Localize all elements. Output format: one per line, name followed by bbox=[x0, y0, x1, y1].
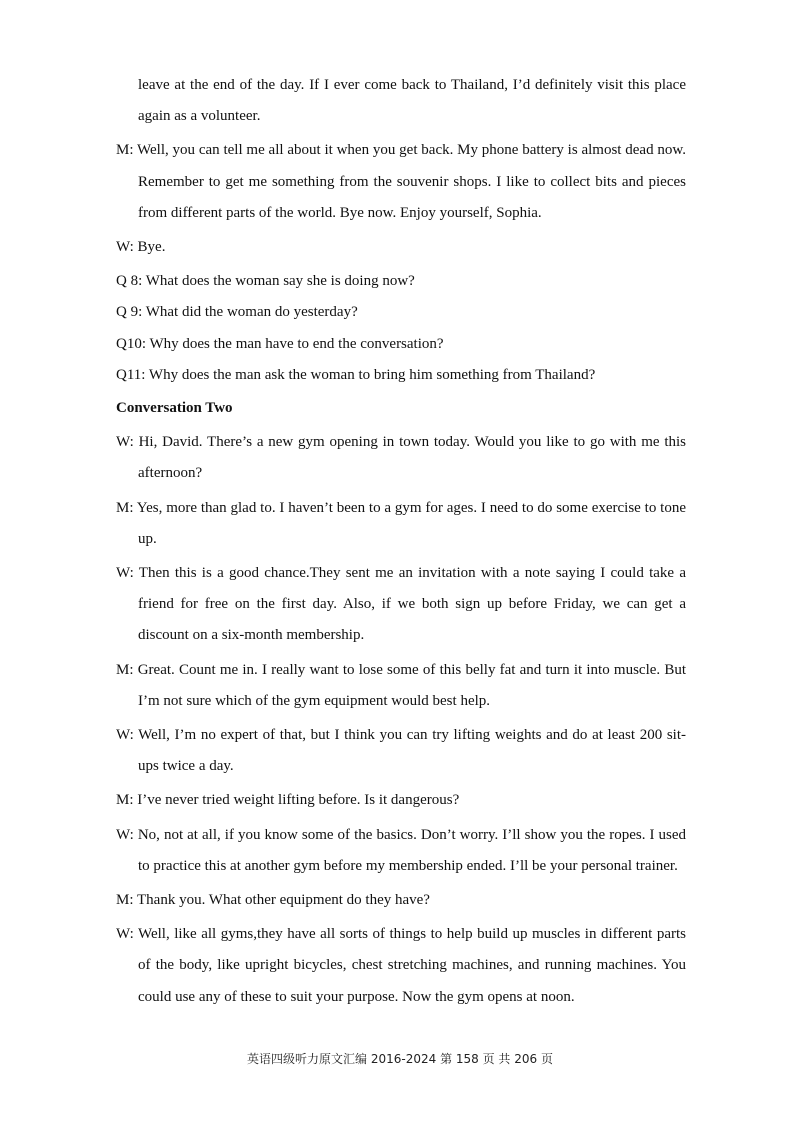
dialogue-text: Yes, more than glad to. I haven’t been to a gym for ages. I need to do some exercise to tone up. bbox=[136, 499, 686, 547]
transcript-body bbox=[116, 70, 686, 1016]
continuation-text: leave at the end of the day. If I ever come back to Thailand, I’d definitely visit this place again as a volunteer. bbox=[138, 77, 686, 125]
speaker-label: W: bbox=[116, 565, 134, 582]
dialogue-text: Well, I’m no expert of that, but I think you can try lifting weights and do at least 200 sit-ups twice a day. bbox=[138, 727, 687, 775]
speaker-label: M: bbox=[116, 792, 134, 809]
speaker-label: W: bbox=[116, 826, 134, 843]
question-line: Q10: Why does the man have to end the conversation? bbox=[116, 335, 444, 352]
dialogue-line bbox=[116, 885, 686, 916]
question-line: Q11: Why does the man ask the woman to bring him something from Thailand? bbox=[116, 366, 596, 383]
speaker-label: M: bbox=[116, 499, 134, 516]
dialogue-line bbox=[116, 493, 686, 555]
dialogue-line bbox=[116, 427, 686, 489]
dialogue-line bbox=[116, 558, 686, 652]
dialogue-line bbox=[116, 919, 686, 1013]
speaker-label: M: bbox=[116, 892, 134, 909]
dialogue-line bbox=[116, 655, 686, 717]
question-line: Q 9: What did the woman do yesterday? bbox=[116, 304, 358, 321]
page-footer: 英语四级听力原文汇编 2016-2024 第 158 页 共 206 页 bbox=[247, 1052, 553, 1066]
dialogue-text: Thank you. What other equipment do they have? bbox=[137, 892, 430, 909]
dialogue-text: No, not at all, if you know some of the basics. Don’t worry. I’ll show you the ropes. I used to practice this at another gym before my membership ended. I’ll be your personal trainer. bbox=[137, 826, 687, 874]
speaker-label: W: bbox=[116, 239, 134, 256]
dialogue-text: Great. Count me in. I really want to lose some of this belly fat and turn it into muscle. But I’m not sure which of the gym equipment would best help. bbox=[137, 661, 687, 709]
dialogue-text: Then this is a good chance.They sent me an invitation with a note saying I could take a friend for free on the first day. Also, if we both sign up before Friday, we can get a discount on a six-month membership. bbox=[138, 565, 686, 644]
section-heading: Conversation Two bbox=[116, 400, 233, 417]
dialogue-text: Hi, David. There’s a new gym opening in town today. Would you like to go with me this afternoon? bbox=[138, 434, 687, 482]
dialogue-text: I’ve never tried weight lifting before. Is it dangerous? bbox=[137, 792, 460, 809]
speaker-label: M: bbox=[116, 142, 134, 159]
dialogue-line bbox=[116, 820, 686, 882]
dialogue-line bbox=[116, 135, 686, 229]
dialogue-text: Well, you can tell me all about it when you get back. My phone battery is almost dead now. Remember to get me something from the souvenir shops. I like to collect bits and pieces from different parts of the world. Bye now. Enjoy yourself, Sophia. bbox=[137, 142, 686, 221]
dialogue-text: Bye. bbox=[137, 239, 166, 256]
dialogue-text: Well, like all gyms,they have all sorts of things to help build up muscles in different parts of the body, like upright bicycles, chest stretching machines, and running machines. You could use any of these to suit your purpose. Now the gym opens at noon. bbox=[138, 926, 686, 1005]
dialogue-line bbox=[116, 720, 686, 782]
question-line: Q 8: What does the woman say she is doing now? bbox=[116, 273, 415, 290]
speaker-label: W: bbox=[116, 434, 134, 451]
dialogue-line bbox=[116, 232, 686, 263]
speaker-label: M: bbox=[116, 661, 134, 678]
speaker-label: W: bbox=[116, 926, 134, 943]
dialogue-line bbox=[116, 785, 686, 816]
speaker-label: W: bbox=[116, 727, 134, 744]
